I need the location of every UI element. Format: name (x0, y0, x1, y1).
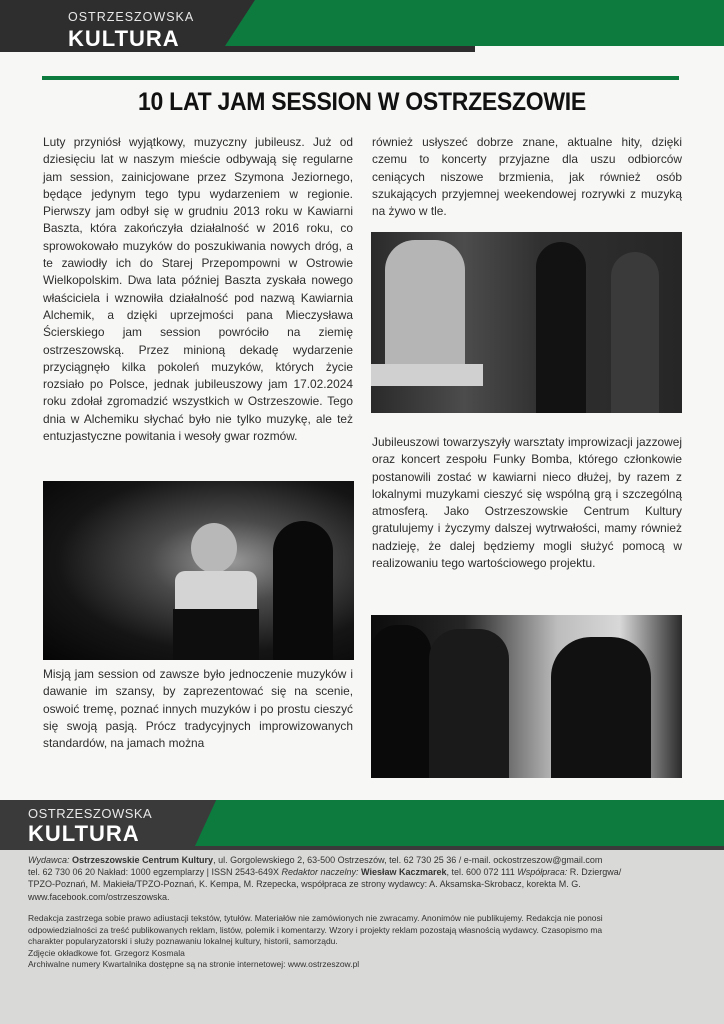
column-1-top (43, 134, 353, 445)
publisher-name: Ostrzeszowskie Centrum Kultury (72, 855, 214, 865)
facebook-link[interactable]: www.facebook.com/ostrzeszowska. (28, 891, 170, 902)
footer (0, 800, 724, 1024)
footer-brand-subtitle: OSTRZESZOWSKA (28, 806, 153, 821)
impressum-line: TPZO-Poznań, M. Makieła/TPZO-Poznań, K. Kempa, M. Rzepecka, współpraca ze strony wydawcy: A. Aksamska-Skrobacz, korekta M. G. (28, 879, 581, 890)
footer-brand-title: KULTURA (28, 821, 140, 846)
photo-figure (551, 637, 651, 778)
photo-figure (191, 523, 237, 573)
cooperation-label: Współpraca: (517, 867, 568, 878)
photo-figure (536, 242, 586, 413)
column-1-bottom (43, 666, 353, 752)
photo-figure (429, 629, 509, 778)
paragraph: Luty przyniósł wyjątkowy, muzyczny jubileusz. Już od dziesięciu lat w naszym mieście odbywają się regularne jam session, zainicjowane przez Szymona Jeziornego, będące jedynym tego typu wydarzeniem w regionie. Pierwszy jam odbył się w grudniu 2013 roku w Kawiarni Baszta, która zakończyła działalność w 2016 roku, co sprowokowało muzyków do poszukiwania nowych dróg, a te zawiodły ich do Starej Przepompowni w Ostrowie Wielkopolskim. Dwa lata później Baszta zyskała nowego właściciela i wznowiła działalność pod nazwą Kawiarnia Alchemik, a dzięki uprzejmości pana Mieczysława Ścierskiego jam session powróciło na ziemię ostrzeszowską. Przez minioną dekadę wydarzenie przyciągnęło kilka pokoleń muzyków, których życie rozsiało po Polsce, jednak jubileuszowy jam 17.02.2024 roku zdołał zgromadzić wszystkich w Ostrzeszowie. Tego dnia w Alchemiku słychać było nie tylko muzykę, ale też entuzjastyczne powitania i wesoły gwar rozmów. (43, 135, 353, 444)
note-line: Zdjęcie okładkowe fot. Grzegorz Kosmala (28, 947, 185, 958)
editor-label: Redaktor naczelny: (281, 867, 359, 878)
publisher-label: Wydawca: (28, 855, 70, 865)
note-line: Redakcja zastrzega sobie prawo adiustacji tekstów, tytułów. Materiałów nie zamówionych nie zwracamy. Anonimów nie publikujemy. Redakcja nie ponosi (28, 913, 603, 923)
paragraph: Misją jam session od zawsze było jednoczenie muzyków i dawanie im szansy, by zaprezentować się na scenie, oswoić tremę, poznać innych muzyków i po prostu cieszyć się swoją pasją. Prócz tradycyjnych improwizowanych standardów, na jamach można (43, 667, 353, 751)
photo-figure (385, 240, 465, 370)
brand-title: KULTURA (68, 26, 180, 51)
photo-guitarists (371, 615, 682, 778)
column-2-bottom (372, 434, 682, 572)
note-line: charakter popularyzatorski i służy poznawaniu lokalnej kultury, historii, samorządu. (28, 936, 338, 947)
impressum-line (28, 866, 708, 878)
brand-subtitle: OSTRZESZOWSKA (68, 10, 195, 24)
note-line: odpowiedzialności za treść publikowanych reklam, listów, polemik i komentarzy. Wzory i projekty reklam pozostają własnością wydawcy. Czasopismo ma (28, 924, 603, 935)
photo-figure (371, 625, 431, 778)
editor-name: Wiesław Kaczmarek (358, 867, 447, 878)
paragraph: Jubileuszowi towarzyszyły warsztaty improwizacji jazzowej oraz koncert zespołu Funky Bomba, którego członkowie postanowili zostać w kawiarni nieco dłużej, by razem z lokalnymi muzykami cieszyć się wspólną grą i szczególną atmosferą. Jako Ostrzeszowskie Centrum Kultury gratulujemy i życzymy dalszej wytrwałości, mamy również nadzieję, że dalej będziemy mogli służyć pomocą w realizowaniu tego wartościowego projektu. (372, 435, 682, 571)
masthead-green-band (225, 0, 724, 46)
masthead (0, 0, 724, 52)
column-2-top (372, 134, 682, 220)
photo-keyboard-singers (371, 232, 682, 413)
photo-figure (173, 609, 259, 660)
photo-figure (611, 252, 659, 413)
photo-figure (273, 521, 333, 660)
article-title: 10 LAT JAM SESSION W OSTRZESZOWIE (138, 88, 586, 116)
paragraph: również usłyszeć dobrze znane, aktualne hity, dzięki czemu to koncerty przyjazne dla uszu odbiorców ceniących niszowe brzmienia, jak również osób szukających przyjemnej weekendowej rozrywki z muzyką na żywo w tle. (372, 135, 682, 219)
title-rule (42, 76, 679, 80)
photo-keyboard (371, 364, 483, 386)
note-line: Archiwalne numery Kwartalnika dostępne są na stronie internetowej: www.ostrzeszow.pl (28, 959, 360, 970)
photo-singer (43, 481, 354, 660)
circulation-issn: tel. 62 730 06 20 Nakład: 1000 egzemplarzy | ISSN 2543-649X (28, 867, 282, 878)
impressum-line (28, 854, 708, 866)
editorial-notes (28, 913, 708, 971)
impressum (28, 854, 708, 903)
cooperation-names: R. Dziergwa/ (567, 867, 622, 878)
photo-figure (175, 571, 257, 609)
footer-green-band (195, 800, 724, 846)
editor-phone: , tel. 600 072 111 (446, 867, 518, 878)
publisher-details: , ul. Gorgolewskiego 2, 63-500 Ostrzeszów, tel. 62 730 25 36 / e-mail. ockostrzeszow@gmail.com (213, 855, 603, 865)
